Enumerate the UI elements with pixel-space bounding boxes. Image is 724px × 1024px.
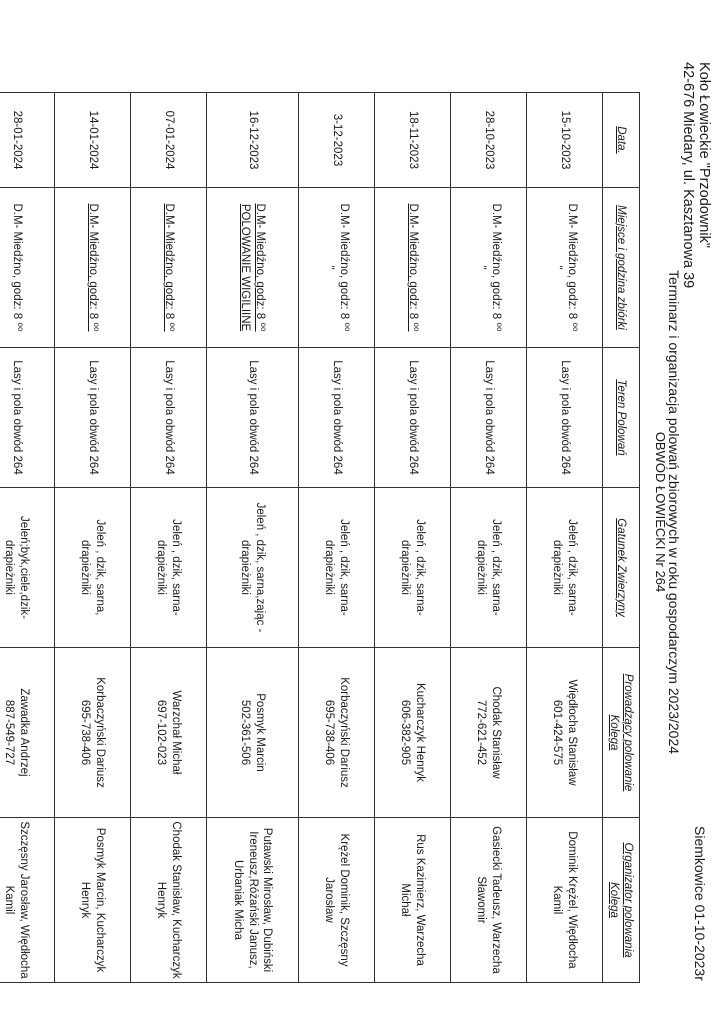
hunt-date: 07-01-2024 <box>162 110 175 170</box>
leader-name: Korbaczyński Dariusz <box>337 677 350 788</box>
hunt-area: Lasy i pola obwód 264 <box>482 360 495 475</box>
table-row <box>299 93 375 983</box>
leader-phone: 772-621-452 <box>475 699 488 766</box>
cell-area <box>527 348 603 488</box>
table-row <box>451 93 527 983</box>
column-header-organizer <box>603 818 640 983</box>
game-species: Jeleń , dzik, sarna- drapieżniki <box>155 519 182 616</box>
cell-game <box>299 488 375 648</box>
table-row <box>527 93 603 983</box>
document-subtitle: OBWÓD ŁOWIECKI Nr 264 <box>653 431 668 593</box>
table-row <box>131 93 207 983</box>
gathering-place: D.M- Miedźno, godz: 8 ⁰⁰ <box>253 203 266 332</box>
cell-leader <box>527 648 603 818</box>
table-header-row <box>603 93 640 983</box>
gathering-place: D.M- Miedźno, godz: 8 ⁰⁰ <box>10 203 23 332</box>
organizers: Dominik Krężel, Więdłocha Kamil <box>551 831 578 969</box>
cell-game <box>451 488 527 648</box>
hunt-date: 3-12-2023 <box>330 113 343 167</box>
cell-organizer <box>55 818 131 983</box>
hunt-area: Lasy i pola obwód 264 <box>162 360 175 475</box>
cell-leader <box>375 648 451 818</box>
hunt-date: 16-12-2023 <box>246 110 259 170</box>
gathering-place: D.M- Miedźno, godz: 8 ⁰⁰ <box>406 203 419 332</box>
leader-name: Warzchał Michał <box>169 690 182 775</box>
table-row <box>0 93 55 983</box>
cell-leader <box>207 648 299 818</box>
column-header-date: Data. <box>603 93 640 188</box>
leader-phone: 695-738-406 <box>79 699 92 766</box>
leader-phone: 502-361-506 <box>239 699 252 766</box>
game-species: Jeleń , dzik, sarna- drapieżniki <box>475 519 502 616</box>
cell-place <box>207 188 299 348</box>
leader-phone: 695-738-406 <box>323 699 336 766</box>
leader-phone: 697-102-023 <box>155 699 168 766</box>
leader-name: Chodak Stanisław <box>489 686 502 779</box>
cell-organizer <box>207 818 299 983</box>
leader-phone: 601-424-575 <box>551 699 564 766</box>
hunt-area: Lasy i pola obwód 264 <box>86 360 99 475</box>
table-row <box>375 93 451 983</box>
cell-date <box>0 93 55 188</box>
gathering-note: " <box>323 265 336 270</box>
gathering-place: D.M- Miedźno, godz: 8 ⁰⁰ <box>565 203 578 332</box>
hunt-date: 15-10-2023 <box>558 110 571 170</box>
leader-name: Posmyk Marcin <box>253 693 266 772</box>
column-header-area: Teren Polowań <box>603 348 640 488</box>
cell-leader <box>131 648 207 818</box>
hunt-schedule-table <box>0 92 640 983</box>
cell-area <box>207 348 299 488</box>
cell-place <box>55 188 131 348</box>
column-header-place: Miejsce i godzina zbiórki <box>603 188 640 348</box>
cell-place <box>451 188 527 348</box>
hunt-area: Lasy i pola obwód 264 <box>406 360 419 475</box>
organizer-header-line2: Kolega <box>608 882 620 918</box>
cell-area <box>131 348 207 488</box>
cell-leader <box>55 648 131 818</box>
cell-place <box>0 188 55 348</box>
cell-area <box>55 348 131 488</box>
organizers: Gasiecki Tadeusz, Warzecha Sławomir <box>475 826 502 974</box>
cell-game <box>131 488 207 648</box>
hunt-area: Lasy i pola obwód 264 <box>246 360 259 475</box>
cell-organizer <box>0 818 55 983</box>
cell-date <box>55 93 131 188</box>
cell-organizer <box>527 818 603 983</box>
gathering-place: D.M- Miedźno, godz: 8 ⁰⁰ <box>162 203 175 332</box>
hunt-date: 14-01-2024 <box>86 110 99 170</box>
club-name: Koło Łowieckie "Przodownik" <box>696 62 712 248</box>
organizer-header-line1: Organizator polowania <box>622 842 635 958</box>
organizers: Posmyk Marcin, Kucharczyk Henryk <box>79 827 106 973</box>
cell-game <box>375 488 451 648</box>
cell-date <box>451 93 527 188</box>
game-species: Jeleń , dzik, sarna- drapieżniki <box>551 519 578 616</box>
cell-game <box>527 488 603 648</box>
cell-organizer <box>451 818 527 983</box>
cell-organizer <box>375 818 451 983</box>
hunt-area: Lasy i pola obwód 264 <box>330 360 343 475</box>
cell-date <box>299 93 375 188</box>
cell-date <box>527 93 603 188</box>
cell-area <box>451 348 527 488</box>
cell-game <box>0 488 55 648</box>
leader-name: Kucharczyk Henryk <box>413 682 426 783</box>
game-species: Jeleń , dzik, sarna- drapieżniki <box>323 519 350 616</box>
column-header-leader <box>603 648 640 818</box>
table-row <box>207 93 299 983</box>
gathering-note: " <box>551 265 564 270</box>
leader-name: Korbaczyński Dariusz <box>93 677 106 788</box>
cell-leader <box>451 648 527 818</box>
gathering-place: D.M- Miedźno, godz: 8 ⁰⁰ <box>489 203 502 332</box>
leader-name: Zawadka Andrzej <box>17 688 30 777</box>
column-header-game: Gatunek Zwierzyny <box>603 488 640 648</box>
cell-area <box>0 348 55 488</box>
organizers: Putawski Mirosław, Dubiński Ireneusz,Różański Janusz, Urbaniak Micha <box>232 827 274 973</box>
leader-name: Więdłocha Stanisław <box>565 679 578 786</box>
cell-place <box>131 188 207 348</box>
gathering-place: D.M- Miedźno, godz: 8 ⁰⁰ <box>86 203 99 332</box>
leader-phone: 887-549-727 <box>3 699 16 766</box>
cell-date <box>131 93 207 188</box>
hunt-area: Lasy i pola obwód 264 <box>558 360 571 475</box>
cell-area <box>375 348 451 488</box>
organizers: Szczęsny Jarosław, Więdłocha Kamil <box>3 821 30 979</box>
cell-place <box>527 188 603 348</box>
hunt-area: Lasy i pola obwód 264 <box>10 360 23 475</box>
cell-game <box>207 488 299 648</box>
club-address: 42-676 Miedary, ul. Kasztanowa 39 <box>680 62 696 289</box>
cell-place <box>299 188 375 348</box>
hunt-date: 28-01-2024 <box>10 110 23 170</box>
game-species: Jeleń;byk,ciele,dzik- drapieżniki <box>3 516 30 619</box>
cell-leader <box>0 648 55 818</box>
cell-date <box>207 93 299 188</box>
organizers: Chodak Stanisław, Kucharczyk Henryk <box>155 821 182 979</box>
cell-place <box>375 188 451 348</box>
place-date: Siemkowice 01-10-2023r <box>692 826 708 981</box>
organizers: Rus Kazimierz, Warzecha Michał <box>399 834 426 966</box>
cell-organizer <box>131 818 207 983</box>
gathering-place: D.M- Miedźno, godz: 8 ⁰⁰ <box>337 203 350 332</box>
hunt-date: 18-11-2023 <box>406 111 419 169</box>
cell-organizer <box>299 818 375 983</box>
game-species: Jeleń , dzik, sarna- drapieżniki <box>399 519 426 616</box>
leader-header-line1: Prowadzący polowanie <box>622 673 635 792</box>
cell-date <box>375 93 451 188</box>
gathering-note: POLOWANIE WIGILIINE <box>239 203 252 332</box>
organizers: Krężel Dominik, Szczęsny Jarosław <box>323 833 350 967</box>
gathering-note: " <box>475 265 488 270</box>
game-species: Jeleń , dzik, sarna, drapieżniki <box>79 519 106 616</box>
cell-game <box>55 488 131 648</box>
leader-header-line2: Kolega <box>608 714 620 751</box>
table-row <box>55 93 131 983</box>
hunt-date: 28-10-2023 <box>482 110 495 170</box>
cell-leader <box>299 648 375 818</box>
leader-phone: 606-382-905 <box>399 699 412 766</box>
document-title: Terminarz i organizacja polowań zbiorowych w roku gospodarczym 2023/2024 <box>666 269 682 755</box>
game-species: Jeleń , dzik, sarna,zając - drapieżniki <box>239 502 266 633</box>
cell-area <box>299 348 375 488</box>
